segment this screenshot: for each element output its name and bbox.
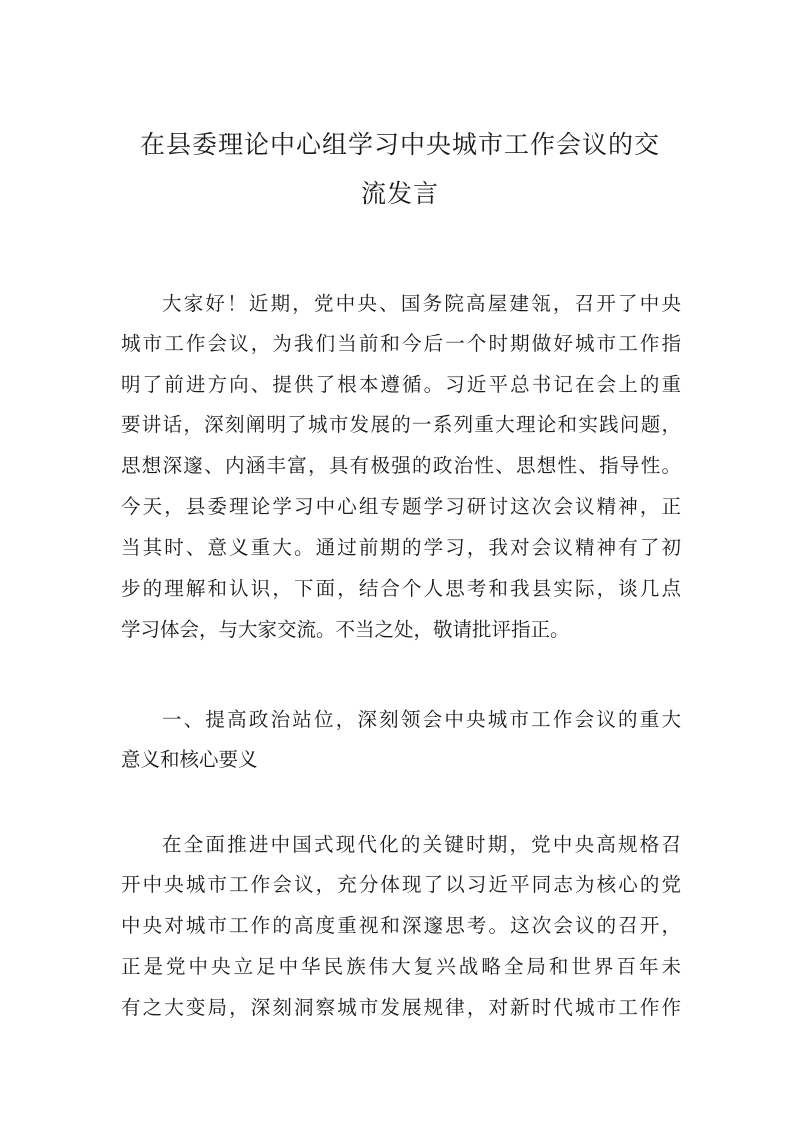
paragraph-line: 明了前进方向、提供了根本遵循。习近平总书记在会上的重: [121, 373, 681, 396]
paragraph-line: 步的理解和认识，下面，结合个人思考和我县实际，谈几点: [121, 577, 681, 600]
paragraph-line: 要讲话，深刻阐明了城市发展的一系列重大理论和实践问题，: [121, 413, 681, 436]
paragraph-line: 今天，县委理论学习中心组专题学习研讨这次会议精神，正: [121, 495, 681, 518]
document-title-line-2: 流发言: [360, 179, 439, 208]
section-heading-line: 一、提高政治站位，深刻领会中央城市工作会议的重大: [162, 708, 681, 731]
paragraph-line: 思想深邃、内涵丰富，具有极强的政治性、思想性、指导性。: [121, 454, 681, 477]
paragraph-line: 学习体会，与大家交流。不当之处，敬请批评指正。: [121, 618, 570, 641]
paragraph-line: 开中央城市工作会议，充分体现了以习近平同志为核心的党: [121, 873, 681, 896]
paragraph-line: 正是党中央立足中华民族伟大复兴战略全局和世界百年未: [121, 955, 681, 978]
section-heading-line: 意义和核心要义: [121, 748, 258, 771]
paragraph-line: 中央对城市工作的高度重视和深邃思考。这次会议的召开，: [121, 914, 681, 937]
paragraph-line: 在全面推进中国式现代化的关键时期，党中央高规格召: [162, 833, 681, 856]
document-title-line-1: 在县委理论中心组学习中央城市工作会议的交: [139, 130, 660, 159]
paragraph-line: 当其时、意义重大。通过前期的学习，我对会议精神有了初: [121, 536, 681, 559]
paragraph-line: 城市工作会议，为我们当前和今后一个时期做好城市工作指: [121, 332, 681, 355]
paragraph-line: 大家好！近期，党中央、国务院高屋建瓴，召开了中央: [162, 292, 681, 315]
paragraph-line: 有之大变局，深刻洞察城市发展规律，对新时代城市工作作: [121, 996, 681, 1019]
